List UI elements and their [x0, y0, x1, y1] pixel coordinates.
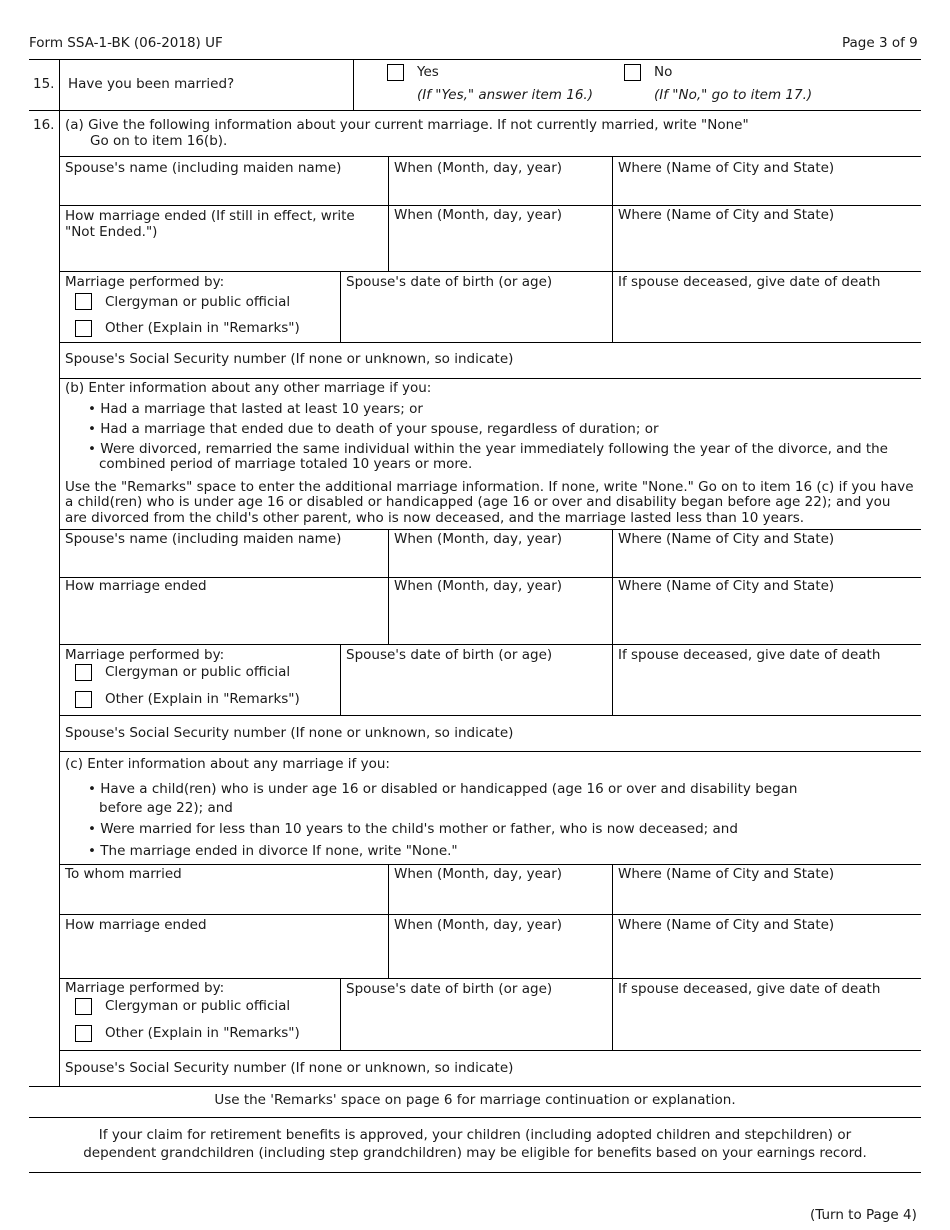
benefits-note-line-1: If your claim for retirement benefits is approved, your children (including adopted children and stepchildren) or: [98, 1127, 852, 1143]
16c-other-label: Other (Explain in "Remarks"): [105, 1025, 300, 1041]
16c-spouse-ssn-field[interactable]: Spouse's Social Security number (If none or unknown, so indicate): [65, 1060, 514, 1076]
turn-page-note: (Turn to Page 4): [810, 1207, 917, 1223]
page-number: Page 3 of 9: [842, 35, 918, 51]
16a-performed-by-label: Marriage performed by:: [65, 274, 225, 290]
item-16b-intro: (b) Enter information about any other marriage if you:: [65, 380, 432, 396]
married-no-checkbox[interactable]: [624, 64, 641, 81]
item-16c-bullet-3: • The marriage ended in divorce If none, write "None.": [88, 843, 458, 859]
16c-how-ended-field[interactable]: How marriage ended: [65, 917, 207, 933]
married-yes-instruction: (If "Yes," answer item 16.): [417, 87, 593, 103]
16b-clergy-label: Clergyman or public official: [105, 664, 291, 680]
16a-spouse-name-field[interactable]: Spouse's name (including maiden name): [65, 160, 342, 176]
16c-clergy-label: Clergyman or public official: [105, 998, 291, 1014]
16c-death-date-field[interactable]: If spouse deceased, give date of death: [618, 981, 881, 997]
16c-where-married-field[interactable]: Where (Name of City and State): [618, 866, 835, 882]
16a-how-ended-note: "Not Ended."): [65, 224, 158, 240]
16c-other-checkbox[interactable]: [75, 1025, 92, 1042]
16c-when-ended-field[interactable]: When (Month, day, year): [394, 917, 563, 933]
rule-top: [29, 59, 921, 60]
married-no-instruction: (If "No," go to item 17.): [654, 87, 813, 103]
16a-when-married-field[interactable]: When (Month, day, year): [394, 160, 563, 176]
16a-how-ended-field[interactable]: How marriage ended (If still in effect, write: [65, 208, 355, 224]
16b-when-married-field[interactable]: When (Month, day, year): [394, 531, 563, 547]
16b-where-married-field[interactable]: Where (Name of City and State): [618, 531, 835, 547]
16c-where-ended-field[interactable]: Where (Name of City and State): [618, 917, 835, 933]
16a-spouse-ssn-field[interactable]: Spouse's Social Security number (If none or unknown, so indicate): [65, 351, 514, 367]
16b-where-ended-field[interactable]: Where (Name of City and State): [618, 578, 835, 594]
remarks-note: Use the 'Remarks' space on page 6 for marriage continuation or explanation.: [214, 1092, 736, 1108]
16b-spouse-dob-field[interactable]: Spouse's date of birth (or age): [346, 647, 553, 663]
16c-performed-by-label: Marriage performed by:: [65, 980, 225, 996]
16b-other-label: Other (Explain in "Remarks"): [105, 691, 300, 707]
16a-clergy-label: Clergyman or public official: [105, 294, 291, 310]
16c-when-married-field[interactable]: When (Month, day, year): [394, 866, 563, 882]
item-16b-remarks-2: a child(ren) who is under age 16 or disabled or handicapped (age 16 or over and disability began before age 22); and you: [65, 494, 891, 510]
16b-other-checkbox[interactable]: [75, 691, 92, 708]
item-16c-intro: (c) Enter information about any marriage if you:: [65, 756, 390, 772]
item-16c-bullet-1: • Have a child(ren) who is under age 16 or disabled or handicapped (age 16 or over and disability began: [88, 781, 798, 797]
16a-spouse-dob-field[interactable]: Spouse's date of birth (or age): [346, 274, 553, 290]
item-16a-instruction: (a) Give the following information about your current marriage. If not currently married, write "None": [65, 117, 749, 133]
item-15-number: 15.: [33, 76, 55, 92]
16b-spouse-name-field[interactable]: Spouse's name (including maiden name): [65, 531, 342, 547]
16b-how-ended-field[interactable]: How marriage ended: [65, 578, 207, 594]
married-yes-label: Yes: [417, 64, 439, 80]
item-16b-bullet-2: • Had a marriage that ended due to death of your spouse, regardless of duration; or: [88, 421, 659, 437]
item-15-question: Have you been married?: [68, 76, 235, 92]
item-16-number: 16.: [33, 117, 55, 133]
form-id: Form SSA-1-BK (06-2018) UF: [29, 35, 223, 51]
16a-where-married-field[interactable]: Where (Name of City and State): [618, 160, 835, 176]
16a-other-label: Other (Explain in "Remarks"): [105, 320, 300, 336]
16b-performed-by-label: Marriage performed by:: [65, 647, 225, 663]
item-16a-instruction-2: Go on to item 16(b).: [90, 133, 228, 149]
16b-clergy-checkbox[interactable]: [75, 664, 92, 681]
item-16b-remarks-3: are divorced from the child's other parent, who is now deceased, and the marriage lasted less than 10 years.: [65, 510, 805, 526]
16a-where-ended-field[interactable]: Where (Name of City and State): [618, 207, 835, 223]
16a-other-checkbox[interactable]: [75, 320, 92, 337]
benefits-note-line-2: dependent grandchildren (including step grandchildren) may be eligible for benefits based on your earnings record.: [83, 1145, 867, 1161]
item-16c-bullet-1-cont: before age 22); and: [99, 800, 233, 816]
item-16b-remarks-1: Use the "Remarks" space to enter the additional marriage information. If none, write "None." Go on to item 16 (c) if you have: [65, 479, 914, 495]
item-16b-bullet-1: • Had a marriage that lasted at least 10 years; or: [88, 401, 423, 417]
16a-when-ended-field[interactable]: When (Month, day, year): [394, 207, 563, 223]
item-16b-bullet-3-cont: combined period of marriage totaled 10 years or more.: [99, 456, 473, 472]
16c-to-whom-married-field[interactable]: To whom married: [65, 866, 182, 882]
16b-death-date-field[interactable]: If spouse deceased, give date of death: [618, 647, 881, 663]
item-16b-bullet-3: • Were divorced, remarried the same individual within the year immediately following the year of the divorce, and the: [88, 441, 888, 457]
married-no-label: No: [654, 64, 673, 80]
16c-spouse-dob-field[interactable]: Spouse's date of birth (or age): [346, 981, 553, 997]
16a-death-date-field[interactable]: If spouse deceased, give date of death: [618, 274, 881, 290]
16b-when-ended-field[interactable]: When (Month, day, year): [394, 578, 563, 594]
16b-spouse-ssn-field[interactable]: Spouse's Social Security number (If none or unknown, so indicate): [65, 725, 514, 741]
married-yes-checkbox[interactable]: [387, 64, 404, 81]
16a-clergy-checkbox[interactable]: [75, 293, 92, 310]
16c-clergy-checkbox[interactable]: [75, 998, 92, 1015]
item-16c-bullet-2: • Were married for less than 10 years to the child's mother or father, who is now deceased; and: [88, 821, 738, 837]
